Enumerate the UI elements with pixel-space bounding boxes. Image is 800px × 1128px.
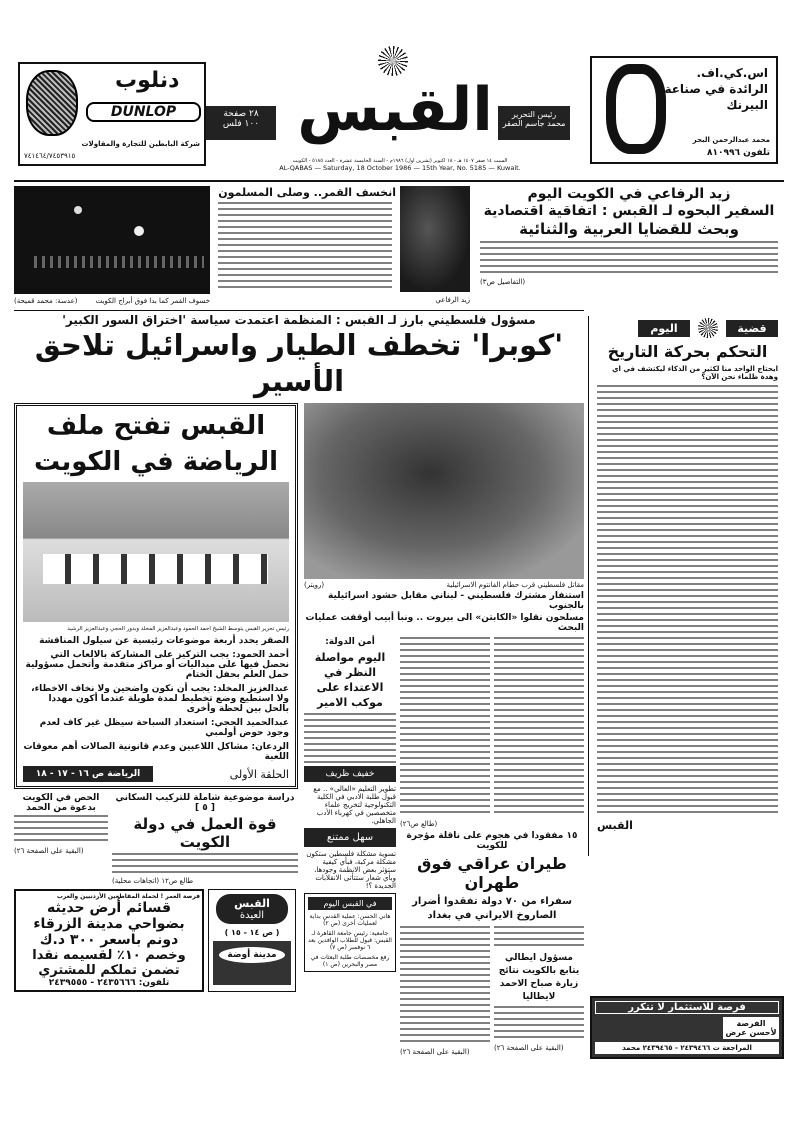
iraq-headline: طيران عراقي فوق طهران: [417, 854, 567, 892]
top-story-body: [480, 241, 778, 277]
lead-body-1: [494, 637, 584, 817]
column-b2: [400, 637, 584, 1056]
saa-text: تسوية مشكلة فلسطين ستكون مشكلة مركبة، فبأي كيفية ستؤثر بعض الانظمة وجودها، وبأي شعار ستتأتى الانقلابات الجديدة ؟!: [306, 850, 396, 890]
ambassadors-body: [494, 926, 584, 950]
eid-badge: [216, 894, 288, 924]
dateline: [262, 158, 538, 172]
skf-line1: الرائدة في صناعة: [664, 82, 768, 96]
security-title: أمن الدولة:: [325, 637, 375, 647]
lead-bodies: [400, 637, 584, 817]
land-top: فرصة العمر ! لحملة المقاطعين الأردنيين والعرب: [56, 893, 200, 900]
rifai-caption: زيد الرفاعي: [435, 296, 470, 304]
today-item-2[interactable]: جامعية: رئيس جامعة القاهرة لـ القبس: قبول للطلاب الوافدين بعد ٦ نوفمبر (ص ٧): [308, 930, 392, 951]
today-box: [304, 893, 396, 972]
lead-row: [14, 403, 584, 1056]
lead-kicker: مسؤول فلسطيني بارز لـ القبس : المنظمة اعتمدت سياسة 'اختراق السور الكبير': [62, 313, 536, 327]
lead-columns: [304, 637, 584, 1056]
column-b: [304, 403, 584, 1056]
saa-label: سهل ممتنع: [304, 828, 396, 847]
land-l2: بضواحي مدينة الزرقاء: [33, 916, 185, 932]
sports-episode: الحلقة الأولى: [229, 767, 289, 781]
iraq-col: [400, 926, 490, 1056]
eid-image: [213, 941, 291, 985]
offer-side-row: [595, 1017, 779, 1039]
sports-footer: [23, 766, 289, 782]
eclipse-body: [218, 202, 392, 292]
meeting-photo: [23, 482, 289, 622]
sports-title-2: الرياضة في الكويت: [33, 447, 279, 477]
lead-body-2: [400, 637, 490, 817]
lower-area: [14, 313, 584, 1056]
lower-left-row: [14, 793, 298, 885]
lead-sub-1: استنفار مشترك فلسطيني - لبناني مقابل حشود اسرائيلية بالجنوب: [327, 591, 584, 611]
dateline-ar: السبت ١٤ صفر ١٤٠٧ هـ - ١٨ اكتوبر (تشرين اول) ١٩٨٦م - السنة الخامسة عشرة - العدد ٥١٨٥ - الكويت: [292, 158, 508, 164]
hiss-story: [14, 793, 108, 885]
divider: [14, 310, 584, 311]
sports-title-1: القبس تفتح ملف: [46, 411, 266, 441]
top-story-h1: السفير البحوه لـ القبس : اتفاقية اقتصادية: [483, 203, 775, 219]
security-body: [304, 713, 396, 763]
sports-item-2: أحمد الحمود: يجب التركيز على المشاركة بالالعاب التي نحصل فيها على ميداليات أو مراكز متقدمة وأتحمل مسؤولية حمل العلم بحفل الختام: [25, 650, 289, 680]
today-item-3[interactable]: رفع مخصصات طلبة البعثات في مصر والبحرين (ص ١): [310, 954, 390, 968]
price-box: [206, 106, 276, 140]
eclipse-credit: (عدسة: محمد قميحة): [14, 297, 78, 305]
top-story-more: (التفاصيل ص٣): [480, 278, 526, 286]
skf-title: اس.كي.اف.: [696, 66, 768, 80]
eid-l1: القبس: [234, 897, 270, 910]
column-signature: القبس: [597, 819, 633, 832]
land-l1: قسائم أرض حديثه: [47, 900, 171, 916]
skf-company: محمد عبدالرحمن البحر: [692, 136, 770, 144]
security-headline: اليوم مواصلة النظر في الاعتداء على موكب الامير: [314, 651, 386, 709]
editor-name: محمد جاسم الصقر: [502, 119, 566, 128]
labour-headline: قوة العمل في دولة الكويت: [133, 815, 277, 851]
labour-body: [112, 853, 298, 875]
ads-row: [14, 889, 298, 992]
column-body: [597, 385, 778, 815]
page-count: ٢٨ صفحة: [223, 109, 259, 119]
qabas-eid-promo[interactable]: [208, 889, 296, 992]
top-story: [476, 186, 782, 286]
eclipse-title: انخسف القمر.. وصلى المسلمون: [218, 186, 396, 199]
today-label: في القبس اليوم: [308, 897, 392, 910]
land-phones: تلفون: ٢٤٣٥٦٦٦ - ٢٤٣٩٥٥٥: [48, 978, 170, 988]
rifai-photo: [400, 186, 470, 292]
hiss-more: (البقية على الصفحة ٢٦): [14, 847, 84, 855]
offer-title: فرصة للاستثمار لا تتكرر: [595, 1001, 779, 1014]
column-title: التحكم بحركة التاريخ: [607, 342, 768, 361]
iraq-columns: [400, 926, 584, 1056]
sports-item-5: الردعان: مشاكل اللاعبين وعدم قانونية الصالات أهم معوقات اللعبة: [23, 742, 289, 762]
land-l5: تضمن تملكم للمشتري: [38, 963, 180, 978]
price: ١٠٠ فلس: [222, 119, 260, 129]
editor-label: رئيس التحرير: [511, 110, 557, 119]
column-header: [597, 318, 778, 338]
wreckage-caption: مقاتل فلسطيني قرب حطام الفانتوم الاسرائيلية: [446, 581, 584, 589]
sports-item-4: عبدالحميد الحجي: استعداد السباحة سيظل غير كاف لعدم وجود حوض أولمبي: [39, 718, 289, 738]
ambassadors-headline: سفراء من ٧٠ دولة تفقدوا أضرار الصاروخ الايراني في بغداد: [412, 896, 572, 921]
column-label-2: اليوم: [638, 320, 690, 337]
italy-col: [494, 926, 584, 1056]
editor-box: [498, 106, 570, 140]
land-l4: وخصم ١٠٪ لقسيمه نقدا: [32, 948, 186, 963]
wreckage-photo: [304, 403, 584, 579]
masthead-rule: [14, 180, 784, 182]
dunlop-ar: دنلوب: [115, 68, 180, 93]
today-item-1[interactable]: هاني الحسن: عملية القدس بداية لعمليات أخرى (ص ٢): [309, 913, 391, 927]
column-label: قضية: [726, 320, 778, 337]
wreckage-caption-row: [304, 581, 584, 589]
labour-story: [112, 793, 298, 885]
hiss-body: [14, 815, 108, 845]
labour-more: طالع ص١٢ (اتجاهات محلية): [112, 877, 194, 885]
sports-pages[interactable]: الرياضة ص ١٦ - ١٧ - ١٨: [23, 766, 153, 782]
khafif-text: تطوير التعليم «العالي» .. مع قبول طلبة الادبي في الكلية التكنولوجية لتخريج علماء متخصصين في كهرباء الأدب الجاهلي.: [313, 785, 396, 825]
sports-item-1: الصقر يحدد أربعة موضوعات رئيسية عن سيلول المناقشة: [39, 636, 289, 646]
wreckage-credit: (رويتر): [304, 581, 325, 589]
italy-more: (البقية على الصفحة ٢٦): [494, 1044, 564, 1052]
khafif-label: خفيف ظريف: [304, 766, 396, 782]
sports-item-3: عبدالعزيز المخلد: يجب أن نكون واضحين ولا نخاف الاخطاء، ولا استطيع وضع تخطيط لمدة طويلة عندما أكون مهددا بالحل بين لحظة وأخرى: [31, 684, 289, 714]
offer-contact: المراجعة ت ٢٤٣٩٤٦٦ - ٢٤٣٩٤٦٥ محمد: [595, 1042, 779, 1054]
land-l3: دونم باسعر ٣٠٠ د.ك: [39, 932, 179, 948]
lead-sub-2: مسلحون نقلوا «الكابتن» الى بيروت .. ونبأ أبيب أوقفت عمليات البحث: [305, 613, 584, 633]
eid-l2: العيدة: [239, 910, 265, 921]
skf-line2: البيرنك: [726, 98, 768, 112]
iraq-body: [400, 926, 490, 1046]
land-ad[interactable]: [14, 889, 204, 992]
hiss-title: الحص في الكويت بدعوة من الحمد: [22, 793, 100, 813]
dunlop-company: شركة البابطين للتجارة والمقاولات: [81, 140, 200, 148]
skf-ad[interactable]: [590, 56, 778, 164]
tyre-icon: [26, 70, 78, 136]
eid-pages: ( ص ١٤ - ١٥ ): [224, 928, 280, 937]
eclipse-story: [214, 186, 396, 292]
sports-caption: رئيس تحرير القبس يتوسط الشيخ احمد الحمود وعبدالعزيز المخلد وبدور الحجي وعبدالعزيز الرشيد: [67, 626, 289, 632]
column-panel: [588, 316, 784, 856]
column-a: [14, 403, 298, 992]
lead-header: [14, 313, 584, 399]
masthead-logo: القبس: [297, 75, 493, 145]
skf-phone: تلفون ٨١٠٩٩٦: [707, 148, 770, 158]
lead-headline: 'كوبرا' تخطف الطيار واسرائيل تلاحق الأسير: [34, 328, 564, 398]
column-b1: [304, 637, 396, 1056]
emblem-icon: [698, 318, 718, 338]
dunlop-logo: DUNLOP: [86, 102, 201, 122]
iraq-more: (البقية على الصفحة ٢٦): [400, 1048, 470, 1056]
top-story-kicker: زيد الرفاعي في الكويت اليوم: [527, 186, 731, 202]
bearing-icon: [606, 64, 666, 154]
iraq-kicker: ١٥ مفقودا في هجوم على ناقلة مؤجرة للكويت: [406, 831, 578, 851]
sports-box: [14, 403, 298, 789]
investment-ad[interactable]: [590, 996, 784, 1059]
top-story-h2: وبحث للقضايا العربية والثنائية: [519, 220, 739, 238]
italy-headline: مسؤول ايطالي يتابع بالكويت نتائج زيارة صباح الاحمد لايطاليا: [498, 953, 580, 1002]
column-lead: ايحتاج الواحد منا لكثير من الذكاء ليكتشف في اي وهدة ظلماء نحن الآن؟: [612, 365, 778, 381]
dateline-en: AL-QABAS — Saturday, 18 October 1986 — 15th Year, No. 5185 — Kuwait.: [279, 164, 521, 172]
labour-kicker: دراسة موضوعية شاملة للتركيب السكاني [ ٥ ]: [115, 793, 295, 813]
eid-image-text: مدينة أوضة: [219, 947, 285, 963]
lead-more: (طالع ص٢٦): [400, 820, 438, 828]
eclipse-caption: خسوف القمر كما بدا فوق أبراج الكويت: [95, 297, 210, 305]
dunlop-phone: ٧٤١٤٦٤/٧٤٥٣٩١٥: [24, 152, 76, 160]
italy-body: [494, 1006, 584, 1042]
eclipse-photo: [14, 186, 210, 294]
dunlop-ad[interactable]: [18, 62, 206, 166]
offer-side: الفرصة لأحسن عرض: [723, 1017, 779, 1039]
